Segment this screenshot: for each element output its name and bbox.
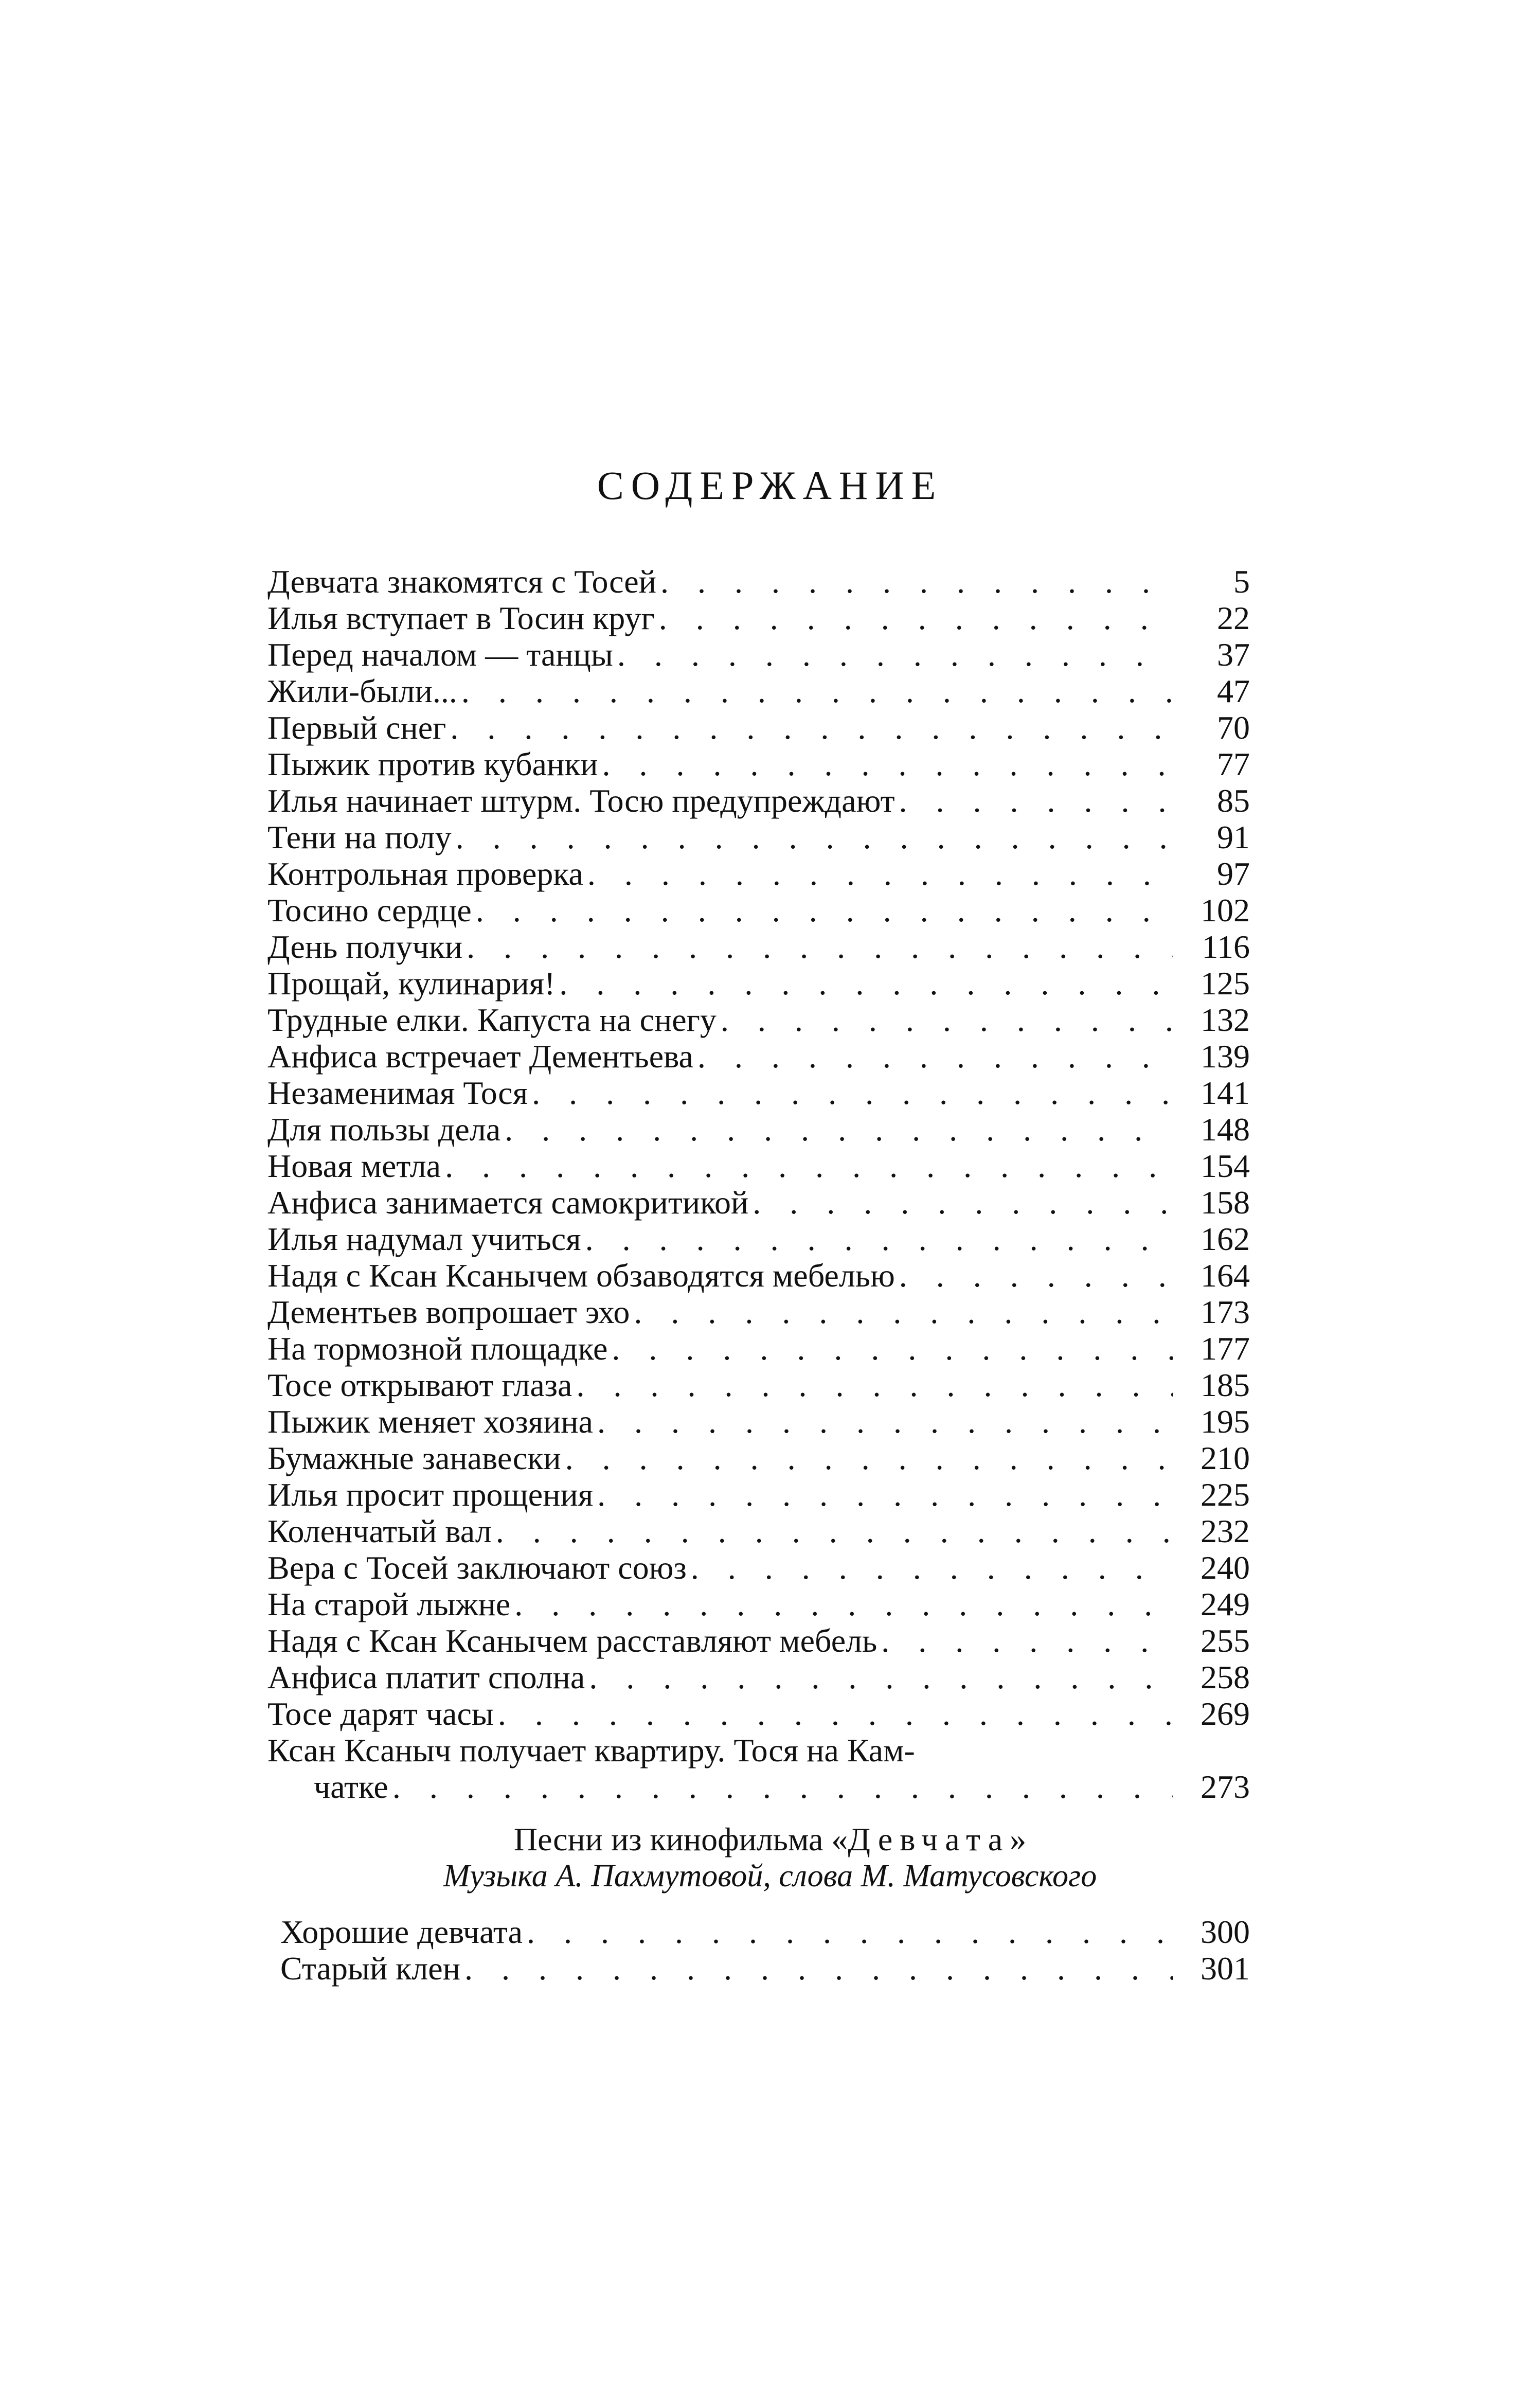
toc-entry-page: 132	[1201, 1002, 1250, 1038]
toc-entry	[267, 1586, 1250, 1622]
toc-entry-title: Анфиса платит сполна	[267, 1659, 585, 1695]
song-entry-page: 301	[1201, 1950, 1250, 1987]
toc-entry-page: 269	[1201, 1695, 1250, 1732]
toc-entry-page: 273	[1201, 1769, 1250, 1805]
toc-entry-title: Трудные елки. Капуста на снегу	[267, 1002, 717, 1038]
toc-entry-title: Тосино сердце	[267, 892, 472, 928]
toc-entry	[267, 1403, 1250, 1440]
toc-entry-page: 164	[1201, 1257, 1250, 1294]
toc-entry-title: Контрольная проверка	[267, 855, 583, 892]
toc-entry-page: 47	[1217, 673, 1250, 709]
toc-entry	[267, 563, 1250, 600]
dot-leader	[660, 563, 1173, 600]
dot-leader	[505, 1111, 1173, 1148]
toc-entry	[267, 965, 1250, 1002]
toc-entry-title: Илья просит прощения	[267, 1476, 594, 1513]
toc-entry-page: 22	[1217, 600, 1250, 636]
dot-leader	[899, 782, 1173, 819]
toc-entry	[267, 1367, 1250, 1403]
toc-entry-title: Анфиса занимается самокритикой	[267, 1184, 749, 1221]
toc-entry	[267, 1476, 1250, 1513]
toc-entry-title: Надя с Ксан Ксанычем обзаводятся мебелью	[267, 1257, 895, 1294]
dot-leader	[612, 1330, 1173, 1367]
toc-entry-title: Пыжик против кубанки	[267, 746, 598, 782]
toc-entry-title: Анфиса встречает Дементьева	[267, 1038, 693, 1075]
dot-leader	[496, 1513, 1173, 1549]
dot-leader	[587, 855, 1173, 892]
toc-entry-title-line2: чатке	[314, 1769, 388, 1805]
toc-entry-title: День получки	[267, 928, 463, 965]
toc-entry-page: 116	[1202, 928, 1250, 965]
toc-entry-page: 162	[1201, 1221, 1250, 1257]
song-entry-page: 300	[1201, 1914, 1250, 1950]
dot-leader	[456, 819, 1173, 855]
toc-entry-multiline	[267, 1732, 1250, 1805]
toc-entry-title: Жили-были...	[267, 673, 457, 709]
toc-entry	[267, 709, 1250, 746]
toc-entry	[267, 1257, 1250, 1294]
toc-entry	[267, 1111, 1250, 1148]
toc-entry-page: 210	[1201, 1440, 1250, 1476]
toc-entry	[267, 746, 1250, 782]
dot-leader	[597, 1476, 1173, 1513]
toc-entry-page: 141	[1201, 1075, 1250, 1111]
toc-entry-page: 125	[1201, 965, 1250, 1002]
toc-entry-page: 255	[1201, 1622, 1250, 1659]
songs-list	[280, 1914, 1250, 1987]
toc-entry	[267, 673, 1250, 709]
dot-leader	[753, 1184, 1173, 1221]
toc-entry-title: Незаменимая Тося	[267, 1075, 528, 1111]
toc-entry-title: Надя с Ксан Ксанычем расставляют мебель	[267, 1622, 878, 1659]
toc-entry-page: 97	[1217, 855, 1250, 892]
toc-entry-title: Новая метла	[267, 1148, 441, 1184]
toc-entry-title: Бумажные занавески	[267, 1440, 561, 1476]
songs-subheading: Музыка А. Пахмутовой, слова М. Матусовского	[443, 1859, 1097, 1894]
toc-entry-title: Илья начинает штурм. Тосю предупреждают	[267, 782, 895, 819]
song-entry	[280, 1950, 1250, 1987]
dot-leader	[498, 1695, 1173, 1732]
dot-leader	[721, 1002, 1173, 1038]
toc-entry-page: 77	[1217, 746, 1250, 782]
dot-leader	[467, 928, 1173, 965]
toc-entry	[267, 928, 1250, 965]
dot-leader	[461, 673, 1173, 709]
toc-entry-title: Тосе открывают глаза	[267, 1367, 572, 1403]
toc-entry-page: 102	[1201, 892, 1250, 928]
dot-leader	[514, 1586, 1173, 1622]
song-entry	[280, 1914, 1250, 1950]
dot-leader	[392, 1769, 1173, 1805]
dot-leader	[634, 1294, 1173, 1330]
toc-entry	[267, 892, 1250, 928]
toc-entry-title-line1: Ксан Ксаныч получает квартиру. Тося на Кам-	[267, 1732, 915, 1769]
dot-leader	[532, 1075, 1173, 1111]
toc-entry-page: 195	[1201, 1403, 1250, 1440]
toc-entry-page: 240	[1201, 1549, 1250, 1586]
toc-entry-title: Первый снег	[267, 709, 446, 746]
dot-leader	[602, 746, 1173, 782]
toc-entry-title: На старой лыжне	[267, 1586, 511, 1622]
toc-entry-page: 70	[1217, 709, 1250, 746]
dot-leader	[899, 1257, 1173, 1294]
toc-entry	[267, 1038, 1250, 1075]
toc-entry	[267, 819, 1250, 855]
dot-leader	[450, 709, 1173, 746]
toc-entry	[267, 1330, 1250, 1367]
toc-entry	[267, 1294, 1250, 1330]
dot-leader	[691, 1549, 1173, 1586]
toc-entry	[267, 1513, 1250, 1549]
toc-entry-page: 173	[1201, 1294, 1250, 1330]
toc-entry-page: 258	[1201, 1659, 1250, 1695]
dot-leader	[576, 1367, 1173, 1403]
dot-leader	[589, 1659, 1173, 1695]
toc-entry-title: Илья надумал учиться	[267, 1221, 581, 1257]
dot-leader	[659, 600, 1173, 636]
dot-leader	[464, 1950, 1173, 1987]
toc-entry-page: 249	[1201, 1586, 1250, 1622]
toc-entry-page: 177	[1201, 1330, 1250, 1367]
dot-leader	[881, 1622, 1173, 1659]
toc-entry	[267, 1659, 1250, 1695]
dot-leader	[559, 965, 1173, 1002]
dot-leader	[476, 892, 1173, 928]
dot-leader	[617, 636, 1173, 673]
toc-entry-page: 91	[1217, 819, 1250, 855]
toc-entry	[267, 636, 1250, 673]
toc-entry	[267, 1075, 1250, 1111]
toc-entry-title: Пыжик меняет хозяина	[267, 1403, 593, 1440]
toc-entry-page: 139	[1201, 1038, 1250, 1075]
toc-entry	[267, 1221, 1250, 1257]
toc-entry	[267, 1695, 1250, 1732]
toc-entry-title: Дементьев вопрошает эхо	[267, 1294, 630, 1330]
dot-leader	[565, 1440, 1173, 1476]
toc-entry-page: 232	[1201, 1513, 1250, 1549]
toc-entry-title: На тормозной площадке	[267, 1330, 608, 1367]
toc-entry	[267, 1440, 1250, 1476]
toc-entry-page: 154	[1201, 1148, 1250, 1184]
song-entry-title: Хорошие девчата	[280, 1914, 523, 1950]
toc-entry-page: 225	[1201, 1476, 1250, 1513]
toc-entry-title: Тосе дарят часы	[267, 1695, 494, 1732]
toc-entry-page: 148	[1201, 1111, 1250, 1148]
dot-leader	[697, 1038, 1173, 1075]
toc-entry-title: Прощай, кулинария!	[267, 965, 556, 1002]
songs-heading-suffix: »	[1010, 1821, 1027, 1858]
toc-entry-line2	[267, 1769, 1250, 1805]
toc-entry	[267, 1549, 1250, 1586]
toc-entry-title: Илья вступает в Тосин круг	[267, 600, 655, 636]
toc-entry-title: Коленчатый вал	[267, 1513, 492, 1549]
toc-entry	[267, 600, 1250, 636]
toc-entry	[267, 1002, 1250, 1038]
songs-heading-film: Девчата	[848, 1821, 1010, 1858]
song-entry-title: Старый клен	[280, 1950, 460, 1987]
table-of-contents	[267, 563, 1250, 1805]
toc-entry	[267, 1148, 1250, 1184]
toc-entry	[267, 1622, 1250, 1659]
songs-heading-prefix: Песни из кинофильма «	[513, 1821, 848, 1858]
toc-entry	[267, 782, 1250, 819]
toc-entry-title: Вера с Тосей заключают союз	[267, 1549, 687, 1586]
page-title: СОДЕРЖАНИЕ	[597, 463, 943, 508]
dot-leader	[585, 1221, 1173, 1257]
toc-entry	[267, 855, 1250, 892]
songs-heading	[0, 1821, 1540, 1858]
toc-entry-page: 158	[1201, 1184, 1250, 1221]
toc-entry	[267, 1184, 1250, 1221]
toc-entry-page: 185	[1201, 1367, 1250, 1403]
toc-entry-title: Для пользы дела	[267, 1111, 501, 1148]
toc-entry-title: Девчата знакомятся с Тосей	[267, 563, 656, 600]
dot-leader	[445, 1148, 1173, 1184]
toc-entry-page: 37	[1217, 636, 1250, 673]
toc-entry-title: Перед началом — танцы	[267, 636, 613, 673]
dot-leader	[597, 1403, 1173, 1440]
dot-leader	[527, 1914, 1173, 1950]
toc-entry-title: Тени на полу	[267, 819, 452, 855]
toc-entry-page: 5	[1233, 563, 1250, 600]
toc-entry-page: 85	[1217, 782, 1250, 819]
